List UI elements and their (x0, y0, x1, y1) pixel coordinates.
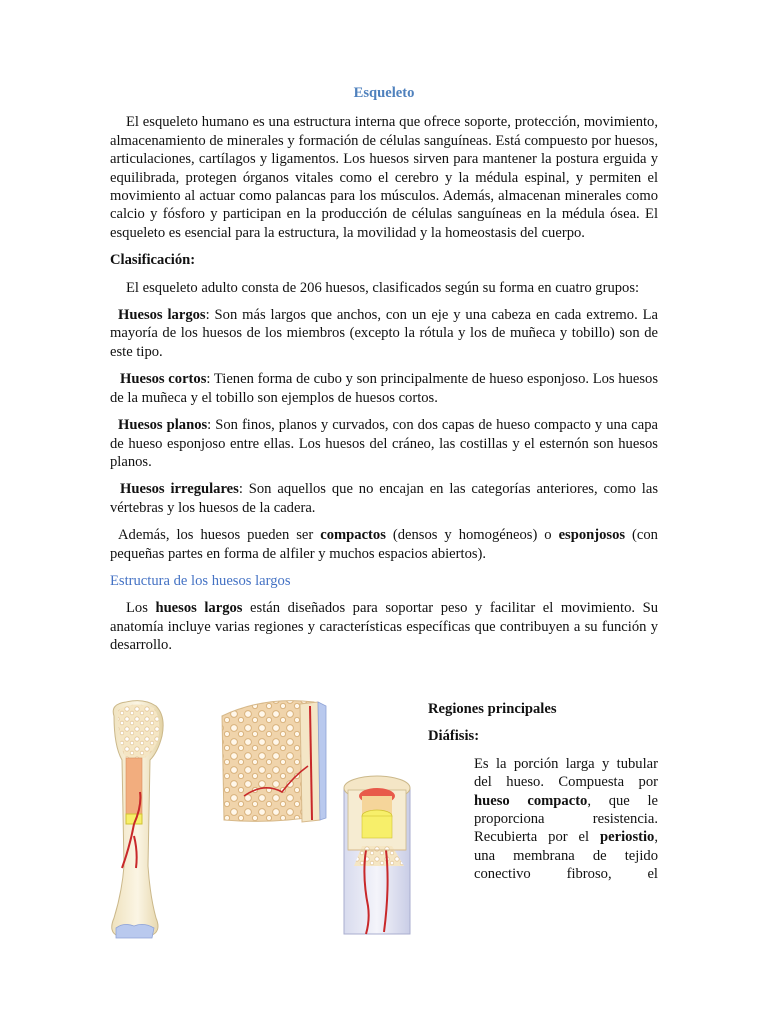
periostio-term: periostio (600, 829, 655, 846)
esponjosos-term: esponjosos (558, 527, 626, 544)
huesos-cortos-term: Huesos cortos (120, 371, 207, 388)
page-title: Esqueleto (353, 85, 415, 101)
compact-bone-tube (344, 776, 410, 934)
diafisis-mid: , que le proporciona resistencia. Recubierta por el (474, 792, 658, 846)
estructura-paragraph (110, 599, 658, 654)
huesos-largos-paragraph (110, 306, 658, 361)
regiones-heading: Regiones principales (428, 701, 557, 717)
estructura-term: huesos largos (155, 600, 243, 617)
estructura-pre: Los (126, 600, 156, 617)
diafisis-pre: Es la porción larga y tubular del hueso. Compuesta por (474, 755, 658, 791)
long-bone-section (112, 701, 163, 938)
compactos-term: compactos (320, 527, 386, 544)
document-body (110, 84, 658, 664)
diafisis-heading: Diáfisis: (428, 728, 480, 745)
intro-paragraph: El esqueleto humano es una estructura interna que ofrece soporte, protección, movimiento, almacenamiento de minerales y formación de células sanguíneas. Está compuesto por huesos, articulaciones, cartílagos y ligamentos. Los huesos sirven para mantener la postura erguida y equilibrada, protegen órganos vitales como el cerebro y la médula espinal, y permiten el movimiento al actuar como palancas para los músculos. Además, almacenan minerales como calcio y fósforo y participan en la producción de células sanguíneas en la médula ósea. El esqueleto es esencial para la estructura, la movilidad y la homeostasis del cuerpo. (110, 114, 658, 241)
regions-column (428, 700, 658, 884)
huesos-planos-text: : Son finos, planos y curvados, con dos capas de hueso compacto y una capa de hueso esponjoso entre ellas. Los huesos del cráneo, las costillas y el esternón son huesos planos. (110, 417, 658, 470)
hueso-compacto-term: hueso compacto (474, 792, 588, 809)
estructura-post: están diseñados para soportar peso y facilitar el movimiento. Su anatomía incluye varias regiones y características específicas que contribuyen a su función y desarrollo. (110, 600, 658, 654)
huesos-irregulares-term: Huesos irregulares (120, 481, 239, 498)
huesos-irregulares-paragraph (110, 480, 658, 517)
huesos-planos-term: Huesos planos (118, 417, 208, 434)
huesos-largos-text: : Son más largos que anchos, con un eje y una cabeza en cada extremo. La mayoría de los huesos de los miembros (excepto la rótula y los de muñeca y tobillo) son de este tipo. (110, 307, 659, 360)
huesos-cortos-paragraph (110, 370, 658, 407)
huesos-cortos-text: : Tienen forma de cubo y son principalmente de hueso esponjoso. Los huesos de la muñeca y el tobillo son ejemplos de huesos cortos. (110, 371, 659, 406)
huesos-irregulares-text: : Son aquellos que no encajan en las categorías anteriores, como las vértebras y los huesos de la cadera. (110, 481, 659, 516)
ademas-post: (con pequeñas partes en forma de alfiler y muchos espacios abiertos). (110, 527, 658, 562)
clasificacion-intro: El esqueleto adulto consta de 206 huesos, clasificados según su forma en cuatro grupos: (126, 279, 640, 296)
ademas-mid: (densos y homogéneos) o (385, 527, 559, 544)
clasificacion-heading: Clasificación: (110, 252, 196, 269)
spongy-bone-block (222, 701, 326, 822)
huesos-planos-paragraph (110, 416, 658, 471)
long-bone-figure (104, 696, 424, 946)
diafisis-post: , una membrana de tejido conectivo fibroso, el (474, 829, 658, 883)
bone-illustration (104, 696, 424, 946)
ademas-pre: Además, los huesos pueden ser (118, 527, 321, 544)
articular-cartilage (116, 924, 154, 938)
estructura-heading: Estructura de los huesos largos (110, 572, 291, 589)
ademas-paragraph (110, 526, 658, 563)
diafisis-paragraph (474, 755, 658, 884)
huesos-largos-term: Huesos largos (118, 307, 206, 324)
